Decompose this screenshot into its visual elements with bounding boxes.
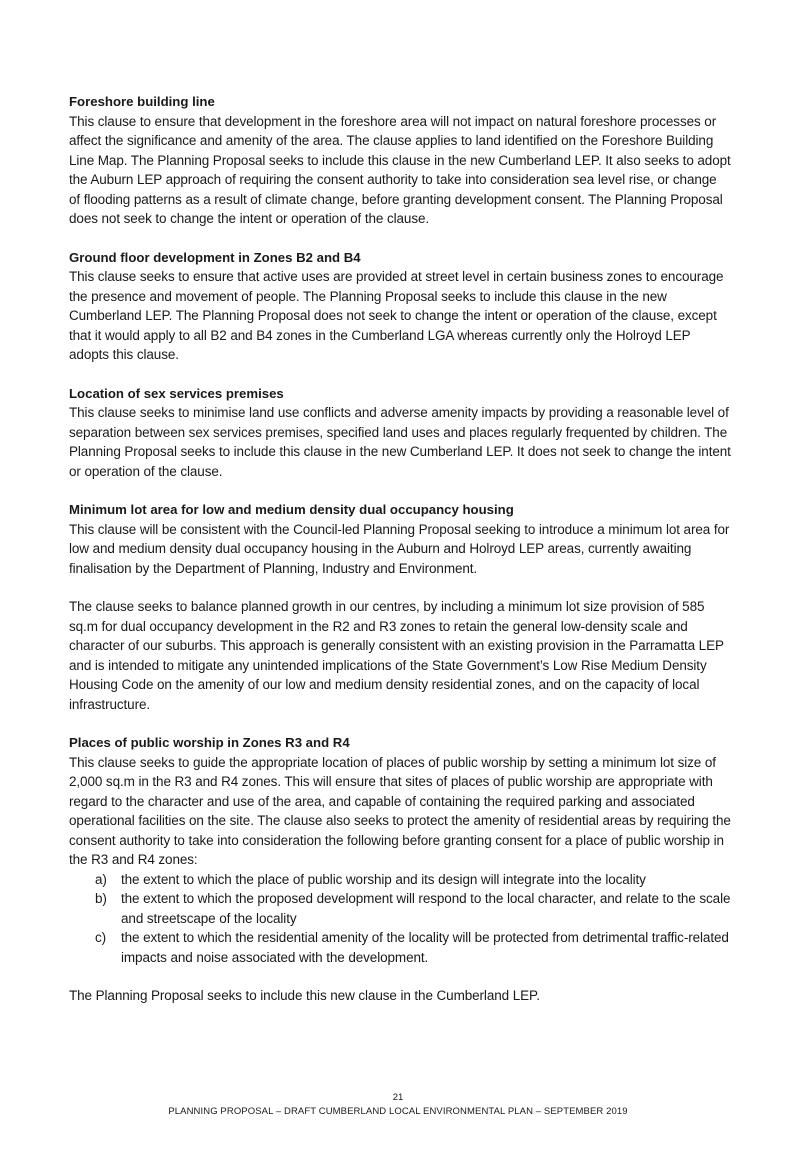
section-ground-floor-development — [69, 248, 731, 365]
footer-title: PLANNING PROPOSAL – DRAFT CUMBERLAND LOCAL ENVIRONMENTAL PLAN – SEPTEMBER 2019 — [168, 1106, 628, 1117]
section-paragraph: This clause will be consistent with the Council-led Planning Proposal seeking to introduce a minimum lot area for low and medium density dual occupancy housing in the Auburn and Holroyd LEP areas, currently awaiting finalisation by the Department of Planning, Industry and Environment. — [69, 521, 730, 576]
list-item — [69, 928, 731, 967]
page-number: 21 — [392, 1092, 404, 1103]
criteria-list — [69, 870, 731, 968]
list-item-text: the extent to which the residential amenity of the locality will be protected from detrimental traffic-related impacts and noise associated with the development. — [121, 930, 729, 965]
section-paragraph: This clause seeks to minimise land use conflicts and adverse amenity impacts by providing a reasonable level of separation between sex services premises, specified land uses and places regularly frequented by children. The Planning Proposal seeks to include this clause in the new Cumberland LEP. It does not seek to change the intent or operation of the clause. — [69, 405, 731, 479]
section-paragraph: The clause seeks to balance planned growth in our centres, by including a minimum lot size provision of 585 sq.m for dual occupancy development in the R2 and R3 zones to retain the general low-density scale and character of our suburbs. This approach is generally consistent with an existing provision in the Parramatta LEP and is intended to mitigate any unintended implications of the State Government’s Low Rise Medium Density Housing Code on the amenity of our low and medium density residential zones, and on the capacity of local infrastructure. — [69, 599, 724, 712]
document-body — [69, 92, 731, 1006]
section-heading: Ground floor development in Zones B2 and B4 — [69, 249, 361, 265]
section-places-of-public-worship — [69, 733, 731, 1006]
section-paragraph: This clause seeks to ensure that active uses are provided at street level in certain business zones to encourage the presence and movement of people. The Planning Proposal seeks to include this clause in the new Cumberland LEP. The Planning Proposal does not seek to change the intent or operation of the clause, except that it would apply to all B2 and B4 zones in the Cumberland LGA whereas currently only the Holroyd LEP adopts this clause. — [69, 269, 724, 362]
section-heading: Foreshore building line — [69, 94, 215, 109]
section-paragraph: This clause seeks to guide the appropriate location of places of public worship by setting a minimum lot size of 2,000 sq.m in the R3 and R4 zones. This will ensure that sites of places of public worship are appropriate with regard to the character and use of the area, and capable of containing the required parking and associated operational facilities on the site. The clause also seeks to protect the amenity of residential areas by requiring the consent authority to take into consideration the following before granting consent for a place of public worship in the R3 and R4 zones: — [69, 754, 731, 867]
list-item — [69, 870, 731, 890]
section-minimum-lot-area — [69, 500, 731, 714]
section-paragraph: This clause to ensure that development in the foreshore area will not impact on natural foreshore processes or affect the significance and amenity of the area. The clause applies to land identified on the Foreshore Building Line Map. The Planning Proposal seeks to include this clause in the new Cumberland LEP. It also seeks to adopt the Auburn LEP approach of requiring the consent authority to take into consideration sea level rise, or change of flooding patterns as a result of climate change, before granting development consent. The Planning Proposal does not seek to change the intent or operation of the clause. — [69, 113, 731, 226]
section-heading: Location of sex services premises — [69, 385, 284, 401]
section-sex-services-premises — [69, 384, 731, 482]
list-marker: c) — [95, 930, 107, 945]
section-heading: Places of public worship in Zones R3 and R4 — [69, 735, 350, 750]
list-item — [69, 889, 731, 928]
section-heading: Minimum lot area for low and medium density dual occupancy housing — [69, 502, 514, 517]
list-marker: a) — [95, 871, 107, 887]
section-foreshore-building-line — [69, 92, 731, 229]
list-marker: b) — [95, 891, 107, 906]
list-item-text: the extent to which the proposed development will respond to the local character, and relate to the scale and streetscape of the locality — [121, 891, 731, 926]
section-closing: The Planning Proposal seeks to include this new clause in the Cumberland LEP. — [69, 988, 540, 1003]
list-item-text: the extent to which the place of public worship and its design will integrate into the locality — [121, 871, 646, 887]
